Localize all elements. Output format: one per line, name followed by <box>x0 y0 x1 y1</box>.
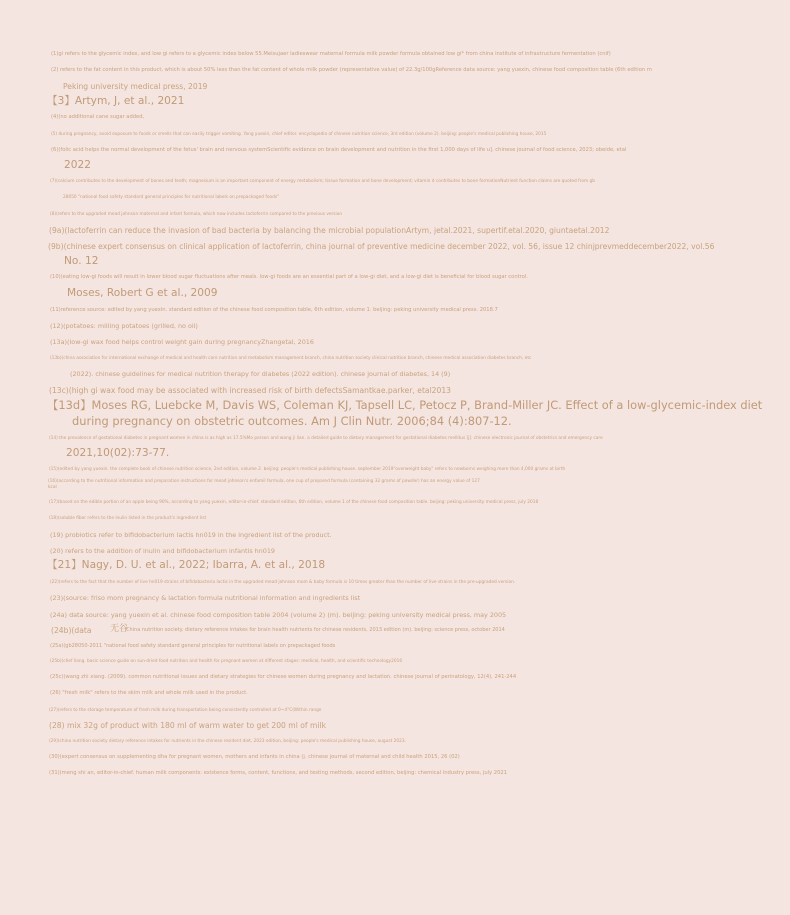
reference-13b-cont: (2022). chinese guidelines for medical nutrition therapy for diabetes (2022 edition). chinese journal of diabetes, 14 (9) <box>70 370 451 378</box>
reference-10-cont: Moses, Robert G et al., 2009 <box>67 287 218 299</box>
reference-2-cont: Peking university medical press, 2019 <box>63 82 208 91</box>
reference-29: (29)(china nutrition society dietary reference intakes for nutrients in the chinese resident diet, 2023 edition, beijing: people's medical publishing house, august 2023. <box>49 739 406 744</box>
reference-13d: 【13d】Moses RG, Luebcke M, Davis WS, Coleman KJ, Tapsell LC, Petocz P, Brand-Miller JC. Effect of a low-glycemic-index diet <box>47 398 763 412</box>
reference-13c: (13c)(high gi wax food may be associated with increased risk of birth defectsSamantkae.parker, etal2013 <box>49 386 452 395</box>
reference-4: (4)(no additional cane sugar added, <box>51 114 145 120</box>
stamp-glyph: 无谷 <box>110 624 129 634</box>
reference-22: (22)(refers to the fact that the number of live hn019 strains of bifidobacteria lactis in the upgraded mead johnson mom & baby formula is 10 times greater than the number of live strains in the pre-upgraded version. <box>50 580 516 585</box>
reference-25a: (25a)(gb28050-2011 "national food safety standard general principles for nutritional labels on prepackaged foods <box>50 643 336 649</box>
reference-13d-cont: during pregnancy on obstetric outcomes. Am J Clin Nutr. 2006;84 (4):807-12. <box>72 414 512 428</box>
reference-17: (17)(based on the edible portion of an apple being 90%, according to yang yuexin, editor-in-chief. standard edition, 6th edition, volume 1 of the chinese food composition table. beijing: peking university medical press, july 2018 <box>49 500 539 505</box>
reference-14: (14) the prevalence of gestational diabetes in pregnant women in china is as high as 17.5%Mo person and wang ji lian. a detailed guide to dietary management for gestational diabetes mellitus [j]. chinese electronic journal of obstetrics and emergency care <box>49 436 603 441</box>
reference-1: (1)gi refers to the glycemic index, and low gi refers to a glycemic index below 55.Meisujaer ladieswear maternal formula milk powder formula obtained low gi* from china institute of infrastructure fermentation (cnif) <box>51 51 611 57</box>
reference-28: (28) mix 32g of product with 180 ml of warm water to get 200 ml of milk <box>49 721 326 730</box>
reference-13b: (13b)(china association for international exchange of medical and health care nutrition and metabolism management branch, china nutrition society clinical nutrition branch, chinese medical association diabetes branch, etc <box>50 356 532 361</box>
reference-19: (19) probiotics refer to bifidobacterium lactis hn019 in the ingredient list of the product. <box>50 531 332 539</box>
reference-2: (2) refers to the fat content in this product, which is about 50% less than the fat content of whole milk powder (representative value) of 22.3g/100gReference data source: yang yuexin, chinese food composition table (6th edition m <box>51 67 652 73</box>
reference-7: (7)(calcium contributes to the development of bones and teeth; magnesium is an important component of energy metabolism; tissue formation and bone development; vitamin d contributes to bone formationNutrient function claims are quoted from gb <box>50 179 595 184</box>
reference-9b-cont: No. 12 <box>64 255 99 267</box>
reference-7-cont: 28050 "national food safety standard general principles for nutritional labels on prepackaged foods" <box>63 195 280 200</box>
reference-24b: (24b)(data <box>51 626 92 635</box>
reference-6-cont: 2022 <box>64 159 91 171</box>
reference-16-cont: kcal <box>48 485 57 490</box>
reference-20: (20) refers to the addition of inulin and bifidobacterium infantis hn019 <box>50 547 275 555</box>
reference-25c: (25c)(wang zhi xiang. (2009). common nutritional issues and dietary strategies for chinese women during pregnancy and lactation. chinese journal of perinatology, 12(4), 241-244 <box>50 674 517 680</box>
reference-31: (31)(meng shi an, editor-in-chief. human milk components: existence forms, content, functions, and testing methods, second edition, beijing: chemical industry press, july 2021 <box>49 770 507 776</box>
reference-23: (23)(source: friso mom pregnancy & lactation formula nutritional information and ingredients list <box>50 594 361 602</box>
reference-6: (6)(folic acid helps the normal development of the fetus' brain and nervous systemScientific evidence on brain development and nutrition in the first 1,000 days of life u]. chinese journal of food science, 2023; obeide, etal <box>51 147 627 153</box>
reference-14-cont: 2021,10(02):73-77. <box>66 447 170 459</box>
reference-9a: (9a)(lactoferrin can reduce the invasion of bad bacteria by balancing the microbial populationArtym, jetal.2021, supertif.etal.2020, giuntaetal.2012 <box>49 226 610 235</box>
reference-24a: (24a) data source: yang yuexin et al. chinese food composition table 2004 (volume 2) (m). beijing: peking university medical press, may 2005 <box>50 611 507 619</box>
reference-24b-text: China nutrition society. dietary reference intakes for brain health nutrients for chinese residents, 2013 edition (m). beijing: science press, october 2014 <box>126 627 505 633</box>
reference-27: (27)(refers to the storage temperature of fresh milk during transportation being consistently controlled at 0~4°C(Within range <box>49 708 322 713</box>
reference-12: (12)(potatoes: milling potatoes (grilled, no oil) <box>50 322 198 330</box>
reference-18: (18)(soluble fiber refers to the inulin listed in the product's ingredient list <box>49 516 207 521</box>
reference-8: (8)(refers to the upgraded mead johnson maternal and infant formula, which now includes lactoferrin compared to the previous version <box>50 212 343 217</box>
reference-26: (26) "fresh milk" refers to the skim milk and whole milk used in the product. <box>50 690 248 696</box>
reference-15: (15)(edited by yang yuexin. the complete book of chinese nutrition science, 2nd edition, volume 2. beijing: people's medical publishing house. september 2019"overweight baby" refers to newborns weighing more than 4,000 grams at birth <box>49 467 566 472</box>
reference-3: 【3】Artym, J, et al., 2021 <box>47 95 185 107</box>
reference-30: (30)(expert consensus on supplementing dha for pregnant women, mothers and infants in china (j. chinese journal of maternal and child health 2015, 26 (02) <box>49 754 460 760</box>
reference-5: (5) during pregnancy, avoid exposure to foods or smells that can easily trigger vomiting. Yang yuexin, chief editor. encyclopedia of chinese nutrition science, 3rd edition (volume 2). beijing: people's medical publishing house, 2015 <box>51 132 547 137</box>
reference-21: 【21】Nagy, D. U. et al., 2022; Ibarra, A. et al., 2018 <box>47 559 326 571</box>
reference-10: (10)(eating low-gi foods will result in lower blood sugar fluctuations after meals. low-gi foods are an essential part of a low-gi diet, and a low-gi diet is beneficial for blood sugar control. <box>50 274 528 280</box>
reference-11: (11)reference source: edited by yang yuexin. standard edition of the chinese food composition table, 6th edition, volume 1. beijing: peking university medical press. 2018.7 <box>50 307 498 313</box>
reference-16: (16)(according to the nutritional information and preparation instructions for mead johnson's enfamil formula, one cup of prepared formula (containing 32 grams of powder) has an energy value of 127 <box>48 479 480 484</box>
reference-9b: (9b)(chinese expert consensus on clinical application of lactoferrin, china journal of preventive medicine december 2022, vol. 56, issue 12 chinjprevmeddecember2022, vol.56 <box>48 242 715 251</box>
reference-13a: (13a)(low-gi wax food helps control weight gain during pregnancyZhangetal, 2016 <box>50 338 314 346</box>
reference-25b: (25b)(chef liang. basic science guide on sun-dried food nutrition and health for pregnant women at different stages: medical, health, and scientific technology2016 <box>50 659 403 664</box>
